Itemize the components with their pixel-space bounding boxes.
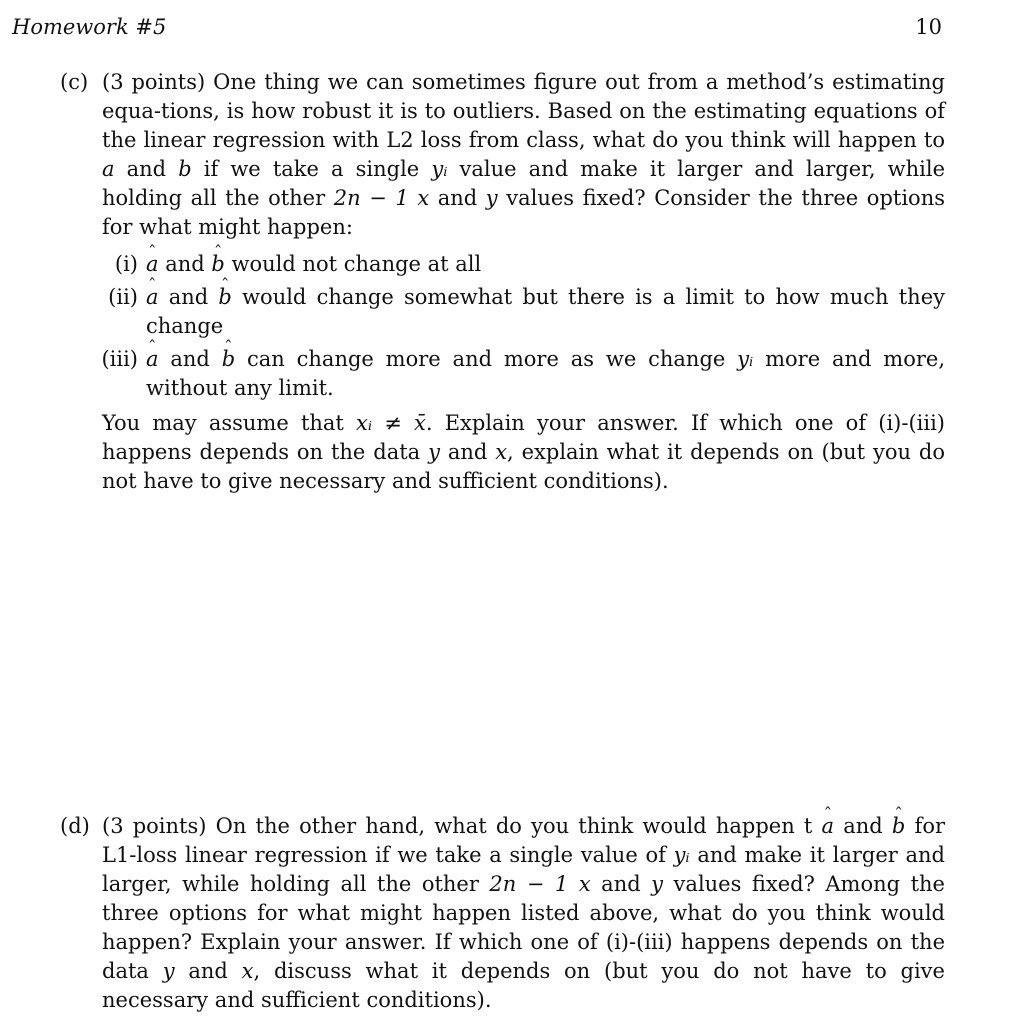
page-number: 10 — [915, 15, 942, 39]
page-header-title: Homework #5 — [12, 15, 167, 39]
problem-d — [60, 812, 945, 1015]
problem-c-label: (c) — [60, 70, 89, 94]
problem-d-prompt: (3 points) On the other hand, what do you think would happen t ˆ a and ˆ b for L1-loss linear regression if we take a single value of yᵢ and make it larger and larger, while holding all the other 2n − 1 x and y values fixed? Among the three options for what might happen listed above, what do you think would happen? Explain your answer. If which one of (i)-(iii) happens depends on the data y and x, discuss what it depends on (but you do not have to give necessary and sufficient conditions). — [102, 812, 945, 1015]
option-ii: (ii) ˆ a and ˆ b would change somewhat but there is a limit to how much they change — [60, 283, 945, 341]
problem-d-label: (d) — [60, 814, 90, 838]
problem-c-assumption: You may assume that xᵢ ≠ x̄. Explain your answer. If which one of (i)-(iii) happens depends on the data y and x, explain what it depends on (but you do not have to give necessary and sufficient conditions). — [102, 411, 945, 493]
options-list — [60, 250, 945, 403]
problem-c-prompt: (3 points) One thing we can sometimes figure out from a method’s estimating equa-tions, is how robust it is to outliers. Based on the estimating equations of the linear regression with L2 loss from class, what do you think will happen to a and b if we take a single yᵢ value and make it larger and larger, while holding all the other 2n − 1 x and y values fixed? Consider the three options for what might happen: — [102, 70, 945, 239]
option-iii: (iii) ˆ a and ˆ b can change more and more as we change yᵢ more and more, without any limit. — [60, 345, 945, 403]
option-i: (i) ˆ a and ˆ b would not change at all — [60, 250, 945, 279]
problem-c — [60, 68, 945, 496]
